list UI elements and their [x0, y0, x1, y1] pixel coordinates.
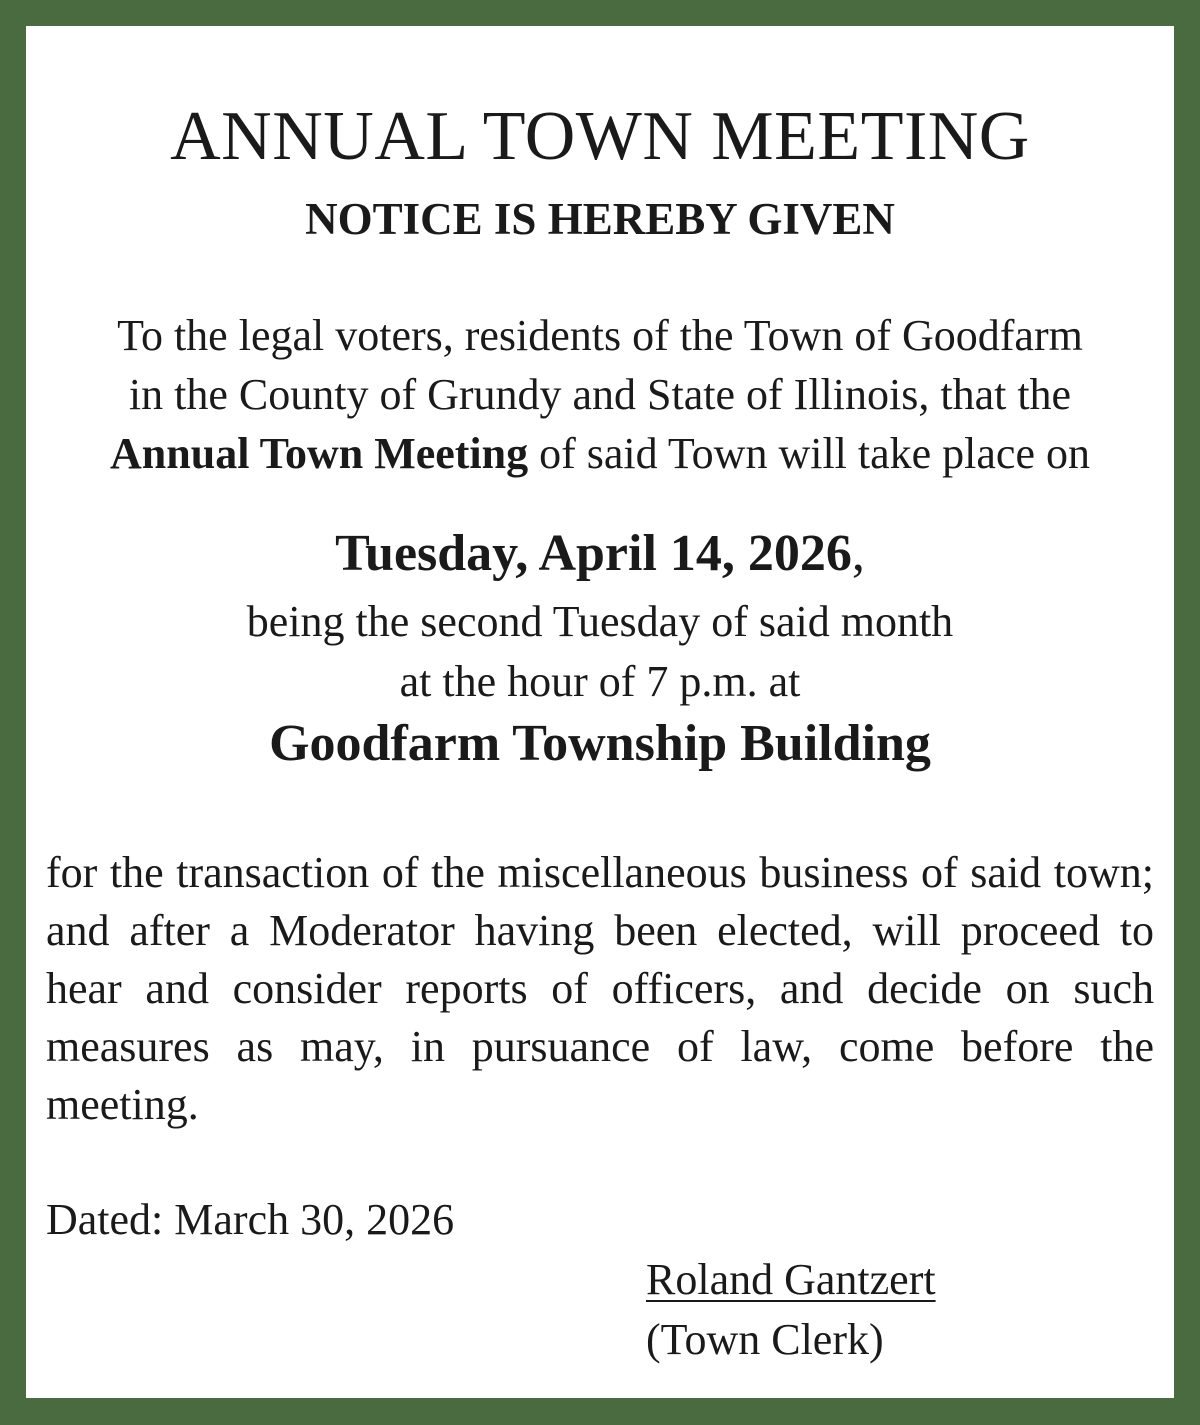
- meeting-date-suffix: ,: [851, 525, 865, 582]
- intro-line-3: [46, 424, 1154, 483]
- signer-title: (Town Clerk): [646, 1315, 884, 1364]
- intro-line-1: To the legal voters, residents of the Town of Goodfarm: [117, 311, 1083, 360]
- intro-line-3-rest: of said Town will take place on: [528, 429, 1090, 478]
- notice-title: ANNUAL TOWN MEETING: [170, 98, 1030, 175]
- notice-subtitle: NOTICE IS HEREBY GIVEN: [305, 194, 895, 244]
- body-paragraph: for the transaction of the miscellaneous business of said town; and after a Moderator having been elected, will proceed to hear and consider reports of officers, and decide on such measures as may, in pursuance of law, come before the meeting.: [46, 848, 1154, 1129]
- meeting-date-text: Tuesday, April 14, 2026: [335, 525, 852, 582]
- meeting-location: Goodfarm Township Building: [269, 715, 931, 772]
- intro-paragraph: [46, 306, 1154, 483]
- date-note: being the second Tuesday of said month: [246, 597, 954, 646]
- time-line: at the hour of 7 p.m. at: [399, 657, 801, 706]
- signer-name: Roland Gantzert: [646, 1255, 936, 1304]
- notice-panel: [26, 26, 1174, 1398]
- meeting-date: [26, 524, 1174, 584]
- intro-line-2: in the County of Grundy and State of Illinois, that the: [128, 370, 1072, 419]
- dated-line: Dated: March 30, 2026: [46, 1195, 455, 1244]
- intro-bold-meeting: Annual Town Meeting: [110, 429, 529, 478]
